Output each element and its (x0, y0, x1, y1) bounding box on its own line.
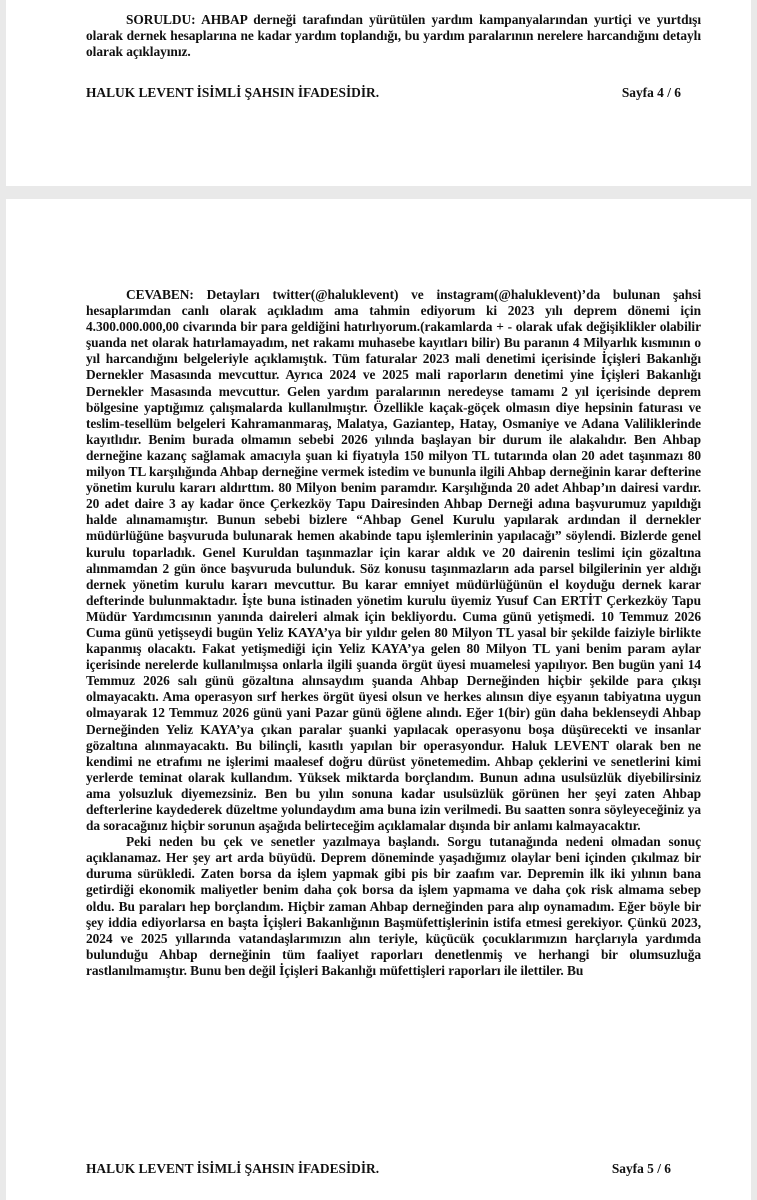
document-page-4 (6, 0, 751, 186)
page-number: Sayfa 4 / 6 (621, 85, 681, 101)
answer-paragraph-1: CEVABEN: Detayları twitter(@haluklevent) ve instagram(@haluklevent)’da bulunan şahsi hesaplarımdan canlı olarak açıkladım ama tahmin ediyorum ki 2023 yılı deprem dönemi için 4.300.000.000,00 civarında bir para geldiğini hatırlıyorum.(rakamlarda + - olarak ufak değişiklikler olabilir şuanda net olarak hatırlamayadım, net rakamı muhasebe kayıtları bilir) Bu paranın 4 Milyarlık kısmının o yıl harcandığını belgeleriyle açıklamıştık. Tüm faturalar 2023 mali denetimi içerisinde İçişleri Bakanlığı Dernekler Masasında mevcuttur. Ayrıca 2024 ve 2025 mali raporların denetimi yine İçişleri Bakanlığı Dernekler Masasında mevcuttur. Gelen yardım paralarının neredeyse tamamı 2 yıl içerisinde deprem bölgesine yaptığımız çalışmalarda kullanılmıştır. Özellikle kaçak-göçek olmasın diye hepsinin faturası ve teslim-tesellüm belgeleri Kahramanmaraş, Malatya, Gaziantep, Hatay, Osmaniye ve Adana Valiliklerinde kayıtlıdır. Benim burada olmamın sebebi 2026 yılında başlayan bir durum ile alakalıdır. Ben Ahbap derneğine kazanç sağlamak amacıyla şuan ki fiyatıyla 150 milyon TL tutarında olan 20 adet taşınmazı 80 milyon TL karşılığında Ahbap derneğine vermek istedim ve bununla ilgili Ahbap derneğinin karar defterine yönetim kurulu kararı aldırttım. 80 Milyon benim paramdır. Karşılığında 20 adet Ahbap’ın dairesi vardır. 20 adet daire 3 ay kadar önce Çerkezköy Tapu Dairesinden Ahbap Derneği adına başvurumuz yapıldığı halde alınamamıştır. Bunun sebebi bizlere “Ahbap Genel Kurulu yapılarak ardından il dernekler müdürlüğüne başvuruda bulunarak hemen akabinde tapu işlemlerinin yapılacağı” söylendi. Bizlerde genel kurulu toparladık. Genel Kuruldan taşınmazlar için karar aldık ve 20 dairenin teslimi için gözaltına alınmamdan 2 gün önce başvuruda bulunduk. Söz konusu taşınmazların ada parsel bilgilerinin yer aldığı dernek yönetim kurulu kararı mevcuttur. Bu karar emniyet müdürlüğünün el koyduğu dernek karar defterinde bulunmaktadır. İşte buna istinaden yönetim kurulu üyemiz Yusuf Can ERTİT Çerkezköy Tapu Müdür Yardımcısının yanında daireleri almak için bekliyordu. Cuma günü yetişmedi. 10 Temmuz 2026 Cuma günü yetişseydi bugün Yeliz KAYA’ya bir yıldır gelen 80 Milyon TL yasal bir şekilde faiziyle birlikte kapanmış olacaktı. Fakat yetişmediği için Yeliz KAYA’ya gelen 80 Milyon TL yani benim param aylar içerisinde nerelerde kullanılmışsa onlarla ilgili şuanda örgüt üyesi muamelesi yapılıyor. Ben bugün yani 14 Temmuz 2026 salı günü gözaltına alınsaydım şuanda Ahbap Derneğinden hiçbir şekilde para çıkışı olmayacaktı. Ama operasyon sırf herkes örgüt üyesi olsun ve herkes alınsın diye eşyanın tabiyatına uygun olmayarak 12 Temmuz 2026 günü yani Pazar günü öğlene alındı. Eğer 1(bir) gün daha beklenseydi Ahbap Derneğinden Yeliz KAYA’ya çıkan paralar şuanki yapılacak operasyonu boşa düşürecekti ve insanlar gözaltına alınmayacaktı. Bu bilinçli, kasıtlı yapılan bir operasyondur. Haluk LEVENT olarak ben ne kendimi ne etrafımı ne işlerimi maalesef doğru dürüst yönetemedim. Ahbap çeklerini ve senetlerini kimi yerlerde teminat olarak kullandım. Yüksek miktarda borçlandım. Bunun adına usulsüzlük diyebilirsiniz ama yolsuzluk diyemezsiniz. Ben bu yılın sonuna kadar usulsüzlük görünen her şeyi zaten Ahbap defterlerine kaydederek düzeltme yolundaydım ama buna izin verilmedi. Bu saatten sonra söyleyeceğiniz ya da soracağınız hiçbir sorunun aşağıda belirteceğim açıklamalar dışında bir anlamı kalmayacaktır. (86, 287, 701, 834)
footer-statement-owner: HALUK LEVENT İSİMLİ ŞAHSIN İFADESİDİR. (86, 85, 380, 101)
document-page-5 (6, 199, 751, 1200)
answer-paragraph-2: Peki neden bu çek ve senetler yazılmaya başlandı. Sorgu tutanağında nedeni olmadan sonuç açıklanamaz. Her şey art arda büyüdü. Deprem döneminde yaşadığımız olaylar beni içinden çıkılmaz bir duruma sürükledi. Zaten borsa da işlem yapmak gibi pis bir zaafım var. Depremin ilk iki yılının bana getirdiği ekonomik maliyetler benim daha çok borsa da işlem yapmama ve daha çok risk almama sebep oldu. Bu paraları hep borçlandım. Hiçbir zaman Ahbap derneğinden para alıp oynamadım. Eğer böyle bir şey iddia ediyorlarsa en başta İçişleri Bakanlığının Başmüfettişlerinin istifa etmesi gerekiyor. Çünkü 2023, 2024 ve 2025 yıllarında vatandaşlarımızın alın teriyle, küçücük çocuklarımızın harçlarıyla yardımda bulunduğu Ahbap derneğinin tüm faaliyet raporları denetlenmiş ve herhangi bir olumsuzluğa rastlanılmamıştır. Bunu ben değil İçişleri Bakanlığı müfettişleri raporları ile ilettiler. Bu (86, 834, 701, 978)
question-paragraph: SORULDU: AHBAP derneği tarafından yürütülen yardım kampanyalarından yurtiçi ve yurtdışı olarak dernek hesaplarına ne kadar yardım toplandığı, bu yardım paralarının nerelere harcandığını detaylı olarak açıklayınız. (86, 12, 701, 60)
page-number: Sayfa 5 / 6 (611, 1161, 671, 1176)
page-footer (86, 1161, 691, 1177)
footer-statement-owner: HALUK LEVENT İSİMLİ ŞAHSIN İFADESİDİR. (86, 1161, 380, 1176)
page-footer (86, 85, 701, 101)
